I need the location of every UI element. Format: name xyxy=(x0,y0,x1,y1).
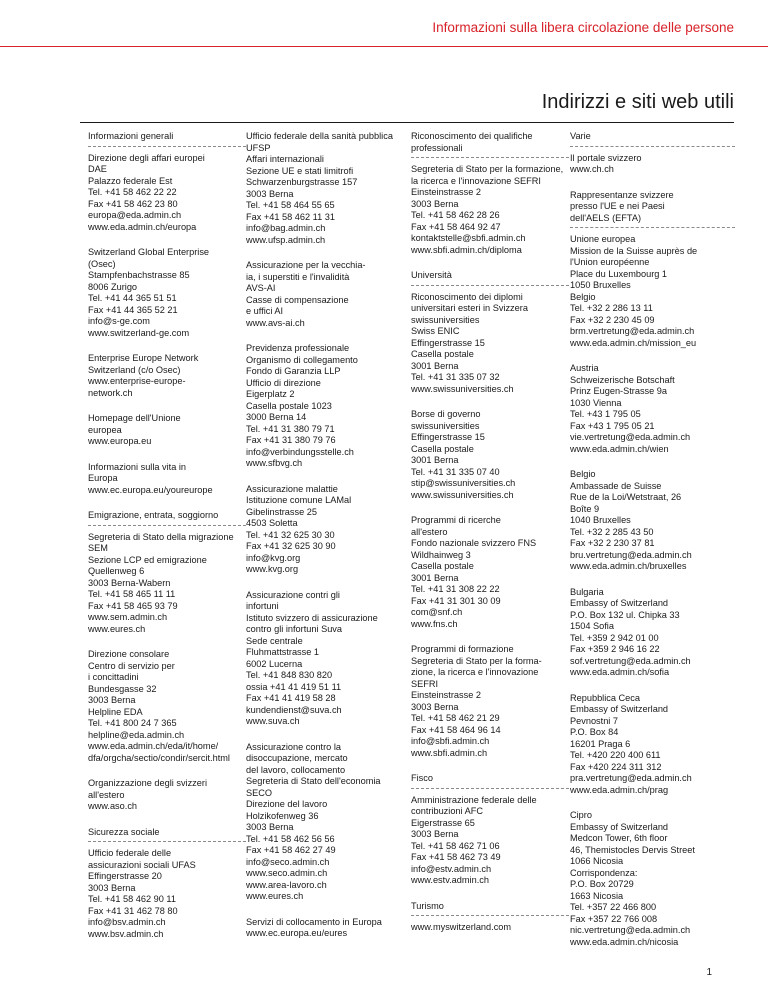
section-heading: Turismo xyxy=(411,901,569,917)
address-entry: Ufficio federale delle assicurazioni sociali UFAS Effingerstrasse 20 3003 Berna Tel. +41 58 462 90 11 Fax +41 31 462 78 80 info@bsv.admin.ch www.bsv.admin.ch xyxy=(88,848,196,939)
address-entry: Direzione consolare Centro di servizio per i concittadini Bundesgasse 32 3003 Berna Helpline EDA Tel. +41 800 24 7 365 helpline@eda.admin.ch www.eda.admin.ch/eda/it/home/ dfa/orgcha/sectio/condir/sercit.html xyxy=(88,649,230,763)
address-entry: Programmi di formazione Segreteria di Stato per la forma- zione, la ricerca e l'innovazione SEFRI Einsteinstrasse 2 3003 Berna Tel. +41 58 462 21 29 Fax +41 58 464 96 14 info@sbfi.admin.ch www.sbfi.admin.ch xyxy=(411,644,542,758)
address-entry: Informazioni sulla vita in Europa www.ec.europa.eu/youreurope xyxy=(88,461,213,495)
section-heading: Riconoscimento dei qualifiche professionali xyxy=(411,131,569,158)
section-misc xyxy=(570,131,735,176)
address-entry: Assicurazione per la vecchia- ia, i superstiti e l'invalidità AVS-AI Casse di compensazione e uffici AI www.avs-ai.ch xyxy=(246,260,366,328)
column-2 xyxy=(246,131,404,954)
header-rule xyxy=(0,46,768,47)
address-entry: Assicurazione contro la disoccupazione, mercato del lavoro, collocamento Segreteria di Stato dell'economia SECO Direzione del lavoro Holzikofenweg 36 3003 Berna Tel. +41 58 462 56 56 Fax +41 58 462 27 49 info@seco.admin.ch www.seco.admin.ch www.area-lavoro.ch www.eures.ch xyxy=(246,741,381,901)
address-entry: Il portale svizzero www.ch.ch xyxy=(570,152,642,174)
address-entry: Austria Schweizerische Botschaft Prinz Eugen-Strasse 9a 1030 Vienna Tel. +43 1 795 05 Fax +43 1 795 05 21 vie.vertretung@eda.admin.ch www.eda.admin.ch/wien xyxy=(570,363,691,454)
page-number: 1 xyxy=(706,967,712,978)
address-entry: Enterprise Europe Network Switzerland (c/o Osec) www.enterprise-europe- network.ch xyxy=(88,353,199,398)
section-health-insurance xyxy=(246,131,404,940)
section-emigration xyxy=(88,510,246,813)
address-entry: Direzione degli affari europei DAE Palazzo federale Est Tel. +41 58 462 22 22 Fax +41 58 462 23 80 europa@eda.admin.ch www.eda.admin.ch/europa xyxy=(88,152,205,232)
title-rule xyxy=(80,122,734,123)
address-entry: Servizi di collocamento in Europa www.ec.europa.eu/eures xyxy=(246,916,382,938)
section-heading: Rappresentanze svizzere presso l'UE e nei Paesi dell'AELS (EFTA) xyxy=(570,190,735,229)
address-entry: Ufficio federale della sanità pubblica UFSP Affari internazionali Sezione UE e stati limitrofi Schwarzenburgstrasse 157 3003 Berna Tel. +41 58 464 55 65 Fax +41 58 462 11 31 info@bag.admin.ch www.ufsp.admin.ch xyxy=(246,131,393,245)
address-entry: Homepage dell'Unione europea www.europa.eu xyxy=(88,413,181,446)
address-entry: Segreteria di Stato per la formazione, la ricerca e l'innovazione SEFRI Einsteinstrasse 2 3003 Berna Tel. +41 58 462 28 26 Fax +41 58 464 92 47 kontaktstelle@sbfi.admin.ch www.sbfi.admin.ch/diploma xyxy=(411,164,564,255)
address-entry: Borse di governo swissuniversities Effingerstrasse 15 Casella postale 3001 Berna Tel. +41 31 335 07 40 stip@swissuniversities.ch www.swissuniversities.ch xyxy=(411,409,516,500)
address-entry: Switzerland Global Enterprise (Osec) Stampfenbachstrasse 85 8006 Zurigo Tel. +41 44 365 51 51 Fax +41 44 365 52 21 info@s-ge.com www.switzerland-ge.com xyxy=(88,247,210,338)
column-3 xyxy=(411,131,569,948)
section-heading: Università xyxy=(411,270,569,286)
address-entry: Previdenza professionale Organismo di collegamento Fondo di Garanzia LLP Ufficio di direzione Eigerplatz 2 Casella postale 1023 3000 Berna 14 Tel. +41 31 380 79 71 Fax +41 31 380 79 76 info@verbindungsstelle.ch www.sfbvg.ch xyxy=(246,343,358,468)
section-heading: Sicurezza sociale xyxy=(88,827,246,843)
section-representations xyxy=(570,190,735,949)
section-university xyxy=(411,270,569,759)
address-entry: Programmi di ricerche all'estero Fondo nazionale svizzero FNS Wildhainweg 3 Casella postale 3001 Berna Tel. +41 31 308 22 22 Fax +41 31 301 30 09 com@snf.ch www.fns.ch xyxy=(411,515,537,629)
address-entry: www.myswitzerland.com xyxy=(411,922,512,932)
section-heading: Fisco xyxy=(411,773,569,789)
running-title: Informazioni sulla libera circolazione delle persone xyxy=(432,20,734,35)
column-1 xyxy=(88,131,246,954)
address-entry: Amministrazione federale delle contribuzioni AFC Eigerstrasse 65 3003 Berna Tel. +41 58 462 71 06 Fax +41 58 462 73 49 info@estv.admin.ch www.estv.admin.ch xyxy=(411,794,537,885)
address-entry: Organizzazione degli svizzeri all'estero www.aso.ch xyxy=(88,778,207,811)
address-entry: Repubblica Ceca Embassy of Switzerland Pevnostni 7 P.O. Box 84 16201 Praga 6 Tel. +420 220 400 611 Fax +420 224 311 312 pra.vertretung@eda.admin.ch www.eda.admin.ch/prag xyxy=(570,692,692,795)
section-heading: Varie xyxy=(570,131,735,147)
section-heading: Emigrazione, entrata, soggiorno xyxy=(88,510,246,526)
address-entry: Cipro Embassy of Switzerland Medcon Tower, 6th floor 46, Themistocles Dervis Street 1066 Nicosia Corrispondenza: P.O. Box 20729 1663 Nicosia Tel. +357 22 466 800 Fax +357 22 766 008 nic.vertretung@eda.admin.ch www.eda.admin.ch/nicosia xyxy=(570,810,695,947)
address-entry: Assicurazione malattie Istituzione comune LAMal Gibelinstrasse 25 4503 Soletta Tel. +41 32 625 30 30 Fax +41 32 625 30 90 info@kvg.org www.kvg.org xyxy=(246,483,352,574)
section-tax xyxy=(411,773,569,887)
section-tourism xyxy=(411,901,569,934)
section-social-security xyxy=(88,827,246,941)
address-entry: Segreteria di Stato della migrazione SEM Sezione LCP ed emigrazione Quellenweg 6 3003 Berna-Wabern Tel. +41 58 465 11 11 Fax +41 58 465 93 79 www.sem.admin.ch www.eures.ch xyxy=(88,531,234,634)
section-qualifications xyxy=(411,131,569,256)
section-general-info xyxy=(88,131,246,496)
address-entry: Unione europea Mission de la Suisse auprès de l'Union européenne Place du Luxembourg 1 1050 Bruxelles Belgio Tel. +32 2 286 13 11 Fax +32 2 230 45 09 brm.vertretung@eda.admin.ch www.eda.admin.ch/mission_eu xyxy=(570,234,698,348)
address-entry: Riconoscimento dei diplomi universitari esteri in Svizzera swissuniversities Swiss ENIC Effingerstrasse 15 Casella postale 3001 Berna Tel. +41 31 335 07 32 www.swissuniversities.ch xyxy=(411,291,528,394)
page-title: Indirizzi e siti web utili xyxy=(541,91,734,113)
section-heading: Informazioni generali xyxy=(88,131,246,147)
column-4 xyxy=(570,131,735,962)
address-entry: Assicurazione contri gli infortuni Istituto svizzero di assicurazione contro gli infortuni Suva Sede centrale Fluhmattstrasse 1 6002 Lucerna Tel. +41 848 830 820 ossia +41 41 419 51 11 Fax +41 41 419 58 28 kundendienst@suva.ch www.suva.ch xyxy=(246,589,378,726)
address-entry: Belgio Ambassade de Suisse Rue de la Loi/Wetstraat, 26 Boîte 9 1040 Bruxelles Tel. +32 2 285 43 50 Fax +32 2 230 37 81 bru.vertretung@eda.admin.ch www.eda.admin.ch/bruxelles xyxy=(570,469,692,571)
address-entry: Bulgaria Embassy of Switzerland P.O. Box 132 ul. Chipka 33 1504 Sofia Tel. +359 2 942 01 00 Fax +359 2 946 16 22 sof.vertretung@eda.admin.ch www.eda.admin.ch/sofia xyxy=(570,586,691,677)
